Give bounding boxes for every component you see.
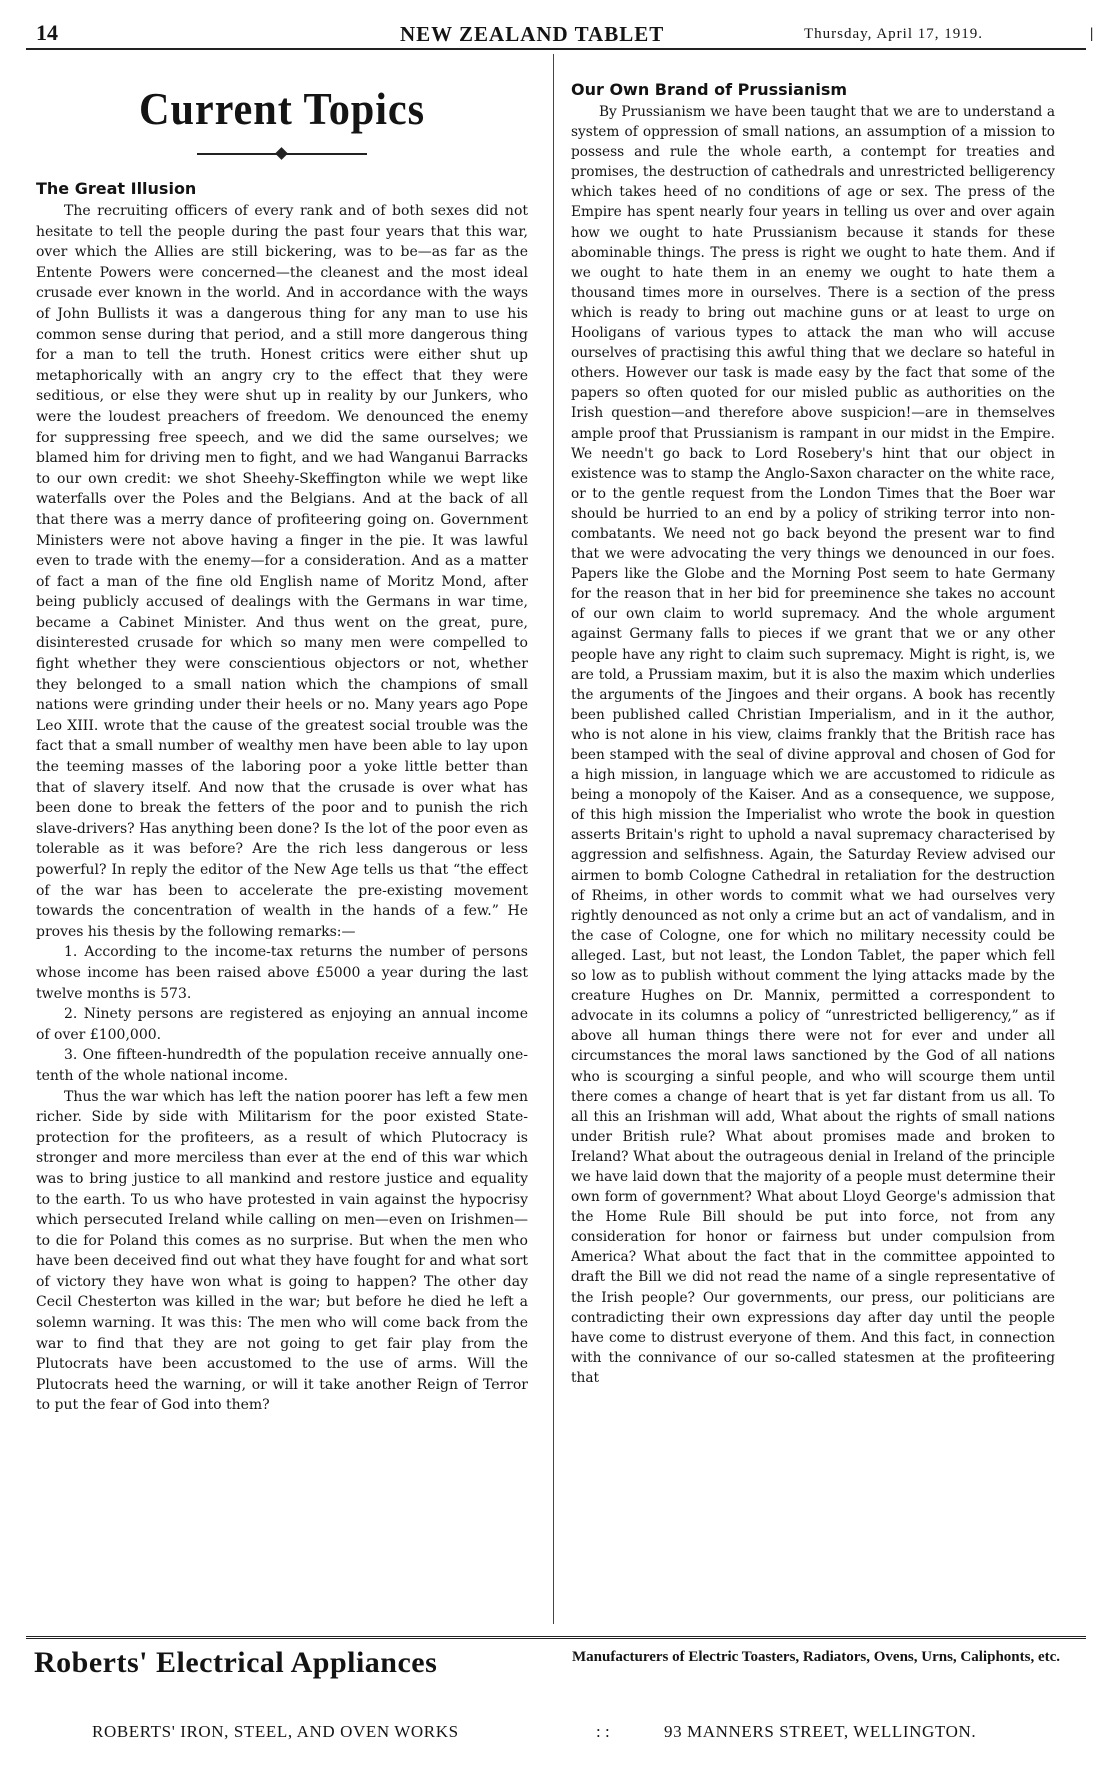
page-number: 14 xyxy=(36,20,58,45)
list-item: 3. One fifteen-hundredth of the population receive annually one-tenth of the whole national income. xyxy=(36,1047,528,1084)
title-ornament xyxy=(197,149,367,159)
advertisement-tagline: Manufacturers of Electric Toasters, Radiators, Ovens, Urns, Caliphonts, etc. xyxy=(572,1649,1061,1665)
article-heading: Our Own Brand of Prussianism xyxy=(571,80,848,99)
list-item: 1. According to the income-tax returns the number of persons whose income has been raised above £5000 a year during the last twelve months is 573. xyxy=(36,944,528,1002)
advertisement-company: Roberts' Electrical Appliances xyxy=(34,1646,438,1679)
list-item: 2. Ninety persons are registered as enjoying an annual income of over £100,000. xyxy=(36,1006,528,1043)
advertisement-address: 93 MANNERS STREET, WELLINGTON. xyxy=(664,1722,977,1741)
article-paragraph: By Prussianism we have been taught that we are to understand a system of oppression of small nations, an assumption of a mission to possess and rule the whole earth, a contempt for treaties and promises, the destruction of cathedrals and unrestricted belligerency which takes heed of no conditions of age or sex. The press of the Empire has spent nearly four years in telling us over and over again how we ought to hate Prussianism because it stands for these abominable things. The press is right we ought to hate them. And if we ought to hate them in an enemy we ought to hate them a thousand times more in ourselves. There is a section of the press which is ready to bring out machine guns or at least to urge on Hooligans of various types to attack the man who will accuse ourselves of practising this awful thing that we declare so hateful in others. However our task is made easy by the fact that some of the papers so often quoted for our misled public as authorities on the Irish question—and therefore above suspicion!—are in themselves ample proof that Prussianism is rampant in our midst in the Empire. We needn't go back to Lord Rosebery's hint that our object in existence was to stamp the Anglo-Saxon character on the white race, or to the gentle request from the London Times that the Boer war should be hurried to an end by a policy of striking terror into non-combatants. We need not go back beyond the present war to find that we were advocating the very things we denounced in our foes. Papers like the Globe and the Morning Post seem to hate Germany for the reason that in her bid for preeminence she takes no account of our own claim to world supremacy. And the whole argument against Germany falls to pieces if we grant that we or any other people have any right to claim such supremacy. Might is right, is, we are told, a Prussiam maxim, but it is also the maxim which underlies the arguments of the Jingoes and their organs. A book has recently been published called Christian Imperialism, and in it the author, who is not alone in his view, claims frankly that the British race has been stamped with the seal of divine approval and chosen of God for a high mission, in language which we are accustomed to ridicule as being a monopoly of the Kaiser. And as a consequence, we suppose, of this high mission the Imperialist who wrote the book in question asserts Britain's right to uphold a naval supremacy characterised by aggression and selfishness. Again, the Saturday Review advised our airmen to bomb Cologne Cathedral in retaliation for the destruction of Rheims, in other words to commit what we had ourselves very rightly denounced as not only a crime but an act of vandalism, and in the case of Cologne, one for which no military necessity could be alleged. Last, but not least, the London Tablet, the paper which fell so low as to publish without comment the lying attacks made by the creature Hughes on Dr. Mannix, permitted a correspondent to advocate in its columns a policy of “unrestricted belligerency,” as if above all human things there were not for ever and under all circumstances the moral laws sanctioned by the God of all nations who is scourging a sinful people, and who will scourge them until there comes a change of heart that is yet far distant from us all. To all this an Irishman will add, What about the rights of small nations under British rule? What about promises made and broken to Ireland? What about the outrageous denial in Ireland of the principle we have laid down that the majority of a people must determine their own form of government? What about Lloyd George's admission that the Home Rule Bill should be put into force, not from any consideration for honor or fairness but under compulsion from America? What about the fact that in the committee appointed to draft the Bill we did not read the name of a single representative of the Irish people? Our governments, our press, our politicians are contradicting their own expressions day after day until the people have come to distrust everyone of them. And this fact, in connection with the connivance of our so-called statesmen at the profiteering that xyxy=(571,104,1055,1386)
article-paragraph: The recruiting officers of every rank and of both sexes did not hesitate to tell the people during the past four years that this war, over which the Allies are still bickering, was to be—as far as the Entente Powers were concerned—the cleanest and the most ideal crusade ever known in the world. And in accordance with the ways of John Bullists it was a dangerous thing for any man to use his common sense during that period, and a still more dangerous thing for a man to tell the truth. Honest critics were either shut up metaphorically with an angry cry to the effect that they were seditious, or else they were shut up in reality by our Junkers, who were the loudest preachers of freedom. We denounced the enemy for suppressing free speech, and we did the same ourselves; we blamed him for driving men to fight, and we had Wanganui Barracks to our own credit: we shot Sheehy-Skeffington while we wept like waterfalls over the Poles and the Belgians. And at the back of all that there was a merry dance of profiteering going on. Government Ministers were not above having a finger in the pie. It was lawful even to trade with the enemy—for a consideration. And as a matter of fact a man of the fine old English name of Moritz Mond, after being publicly accused of dealings with the Germans in war time, became a Cabinet Minister. And thus went on the great, pure, disinterested crusade for which so many men were compelled to fight whether they were conscientious objectors or not, whether they belonged to a small nation which the champions of small nations were grinding under their heels or no. Many years ago Pope Leo XIII. wrote that the cause of the greatest social trouble was the fact that a small number of wealthy men have been able to lay upon the teeming masses of the laboring poor a yoke little better than that of slavery itself. And now that the crusade is over what has been done to break the fetters of the poor and to punish the rich slave-drivers? Has anything been done? Is the lot of the poor even as tolerable as it was before? Are the rich less dangerous or less powerful? In reply the editor of the New Age tells us that “the effect of the war has been to accelerate the pre-existing movement towards the concentration of wealth in the hands of a few.” He proves his thesis by the following remarks:— xyxy=(36,203,528,940)
margin-mark: | xyxy=(1090,26,1094,42)
left-column xyxy=(36,58,528,1634)
section-title: Current Topics xyxy=(138,83,426,134)
article-paragraph: Thus the war which has left the nation poorer has left a few men richer. Side by side with Militarism for the poor existed State-protection for the profiteers, as a result of which Plutocracy is stronger and more merciless than ever at the end of this war which was to bring justice to all mankind and restore justice and equality to the earth. To us who have protested in vain against the hypocrisy which persecuted Ireland while calling on men—even on Irishmen—to die for Poland this comes as no surprise. But when the men who have been deceived find out what they have fought for and what sort of victory they have won what is going to happen? The other day Cecil Chesterton was killed in the war; but before he died he left a solemn warning. It was this: The men who will come back from the war to find that they are not going to get fair play from the Plutocrats have been accustomed to the use of arms. Will the Plutocrats heed the warning, or will it take another Reign of Terror to put the fear of God into them? xyxy=(36,1088,528,1414)
article-heading: The Great Illusion xyxy=(36,179,197,198)
right-column xyxy=(571,58,1055,1624)
ornament-diamond-icon xyxy=(275,147,288,160)
advertisement-works: ROBERTS' IRON, STEEL, AND OVEN WORKS xyxy=(92,1722,459,1741)
column-divider xyxy=(553,54,554,1624)
masthead xyxy=(26,18,1094,50)
newspaper-title: NEW ZEALAND TABLET xyxy=(400,22,665,46)
issue-date: Thursday, April 17, 1919. xyxy=(804,26,984,42)
advertisement-rule xyxy=(26,1636,1086,1639)
advertisement-separator: : : xyxy=(596,1722,610,1741)
